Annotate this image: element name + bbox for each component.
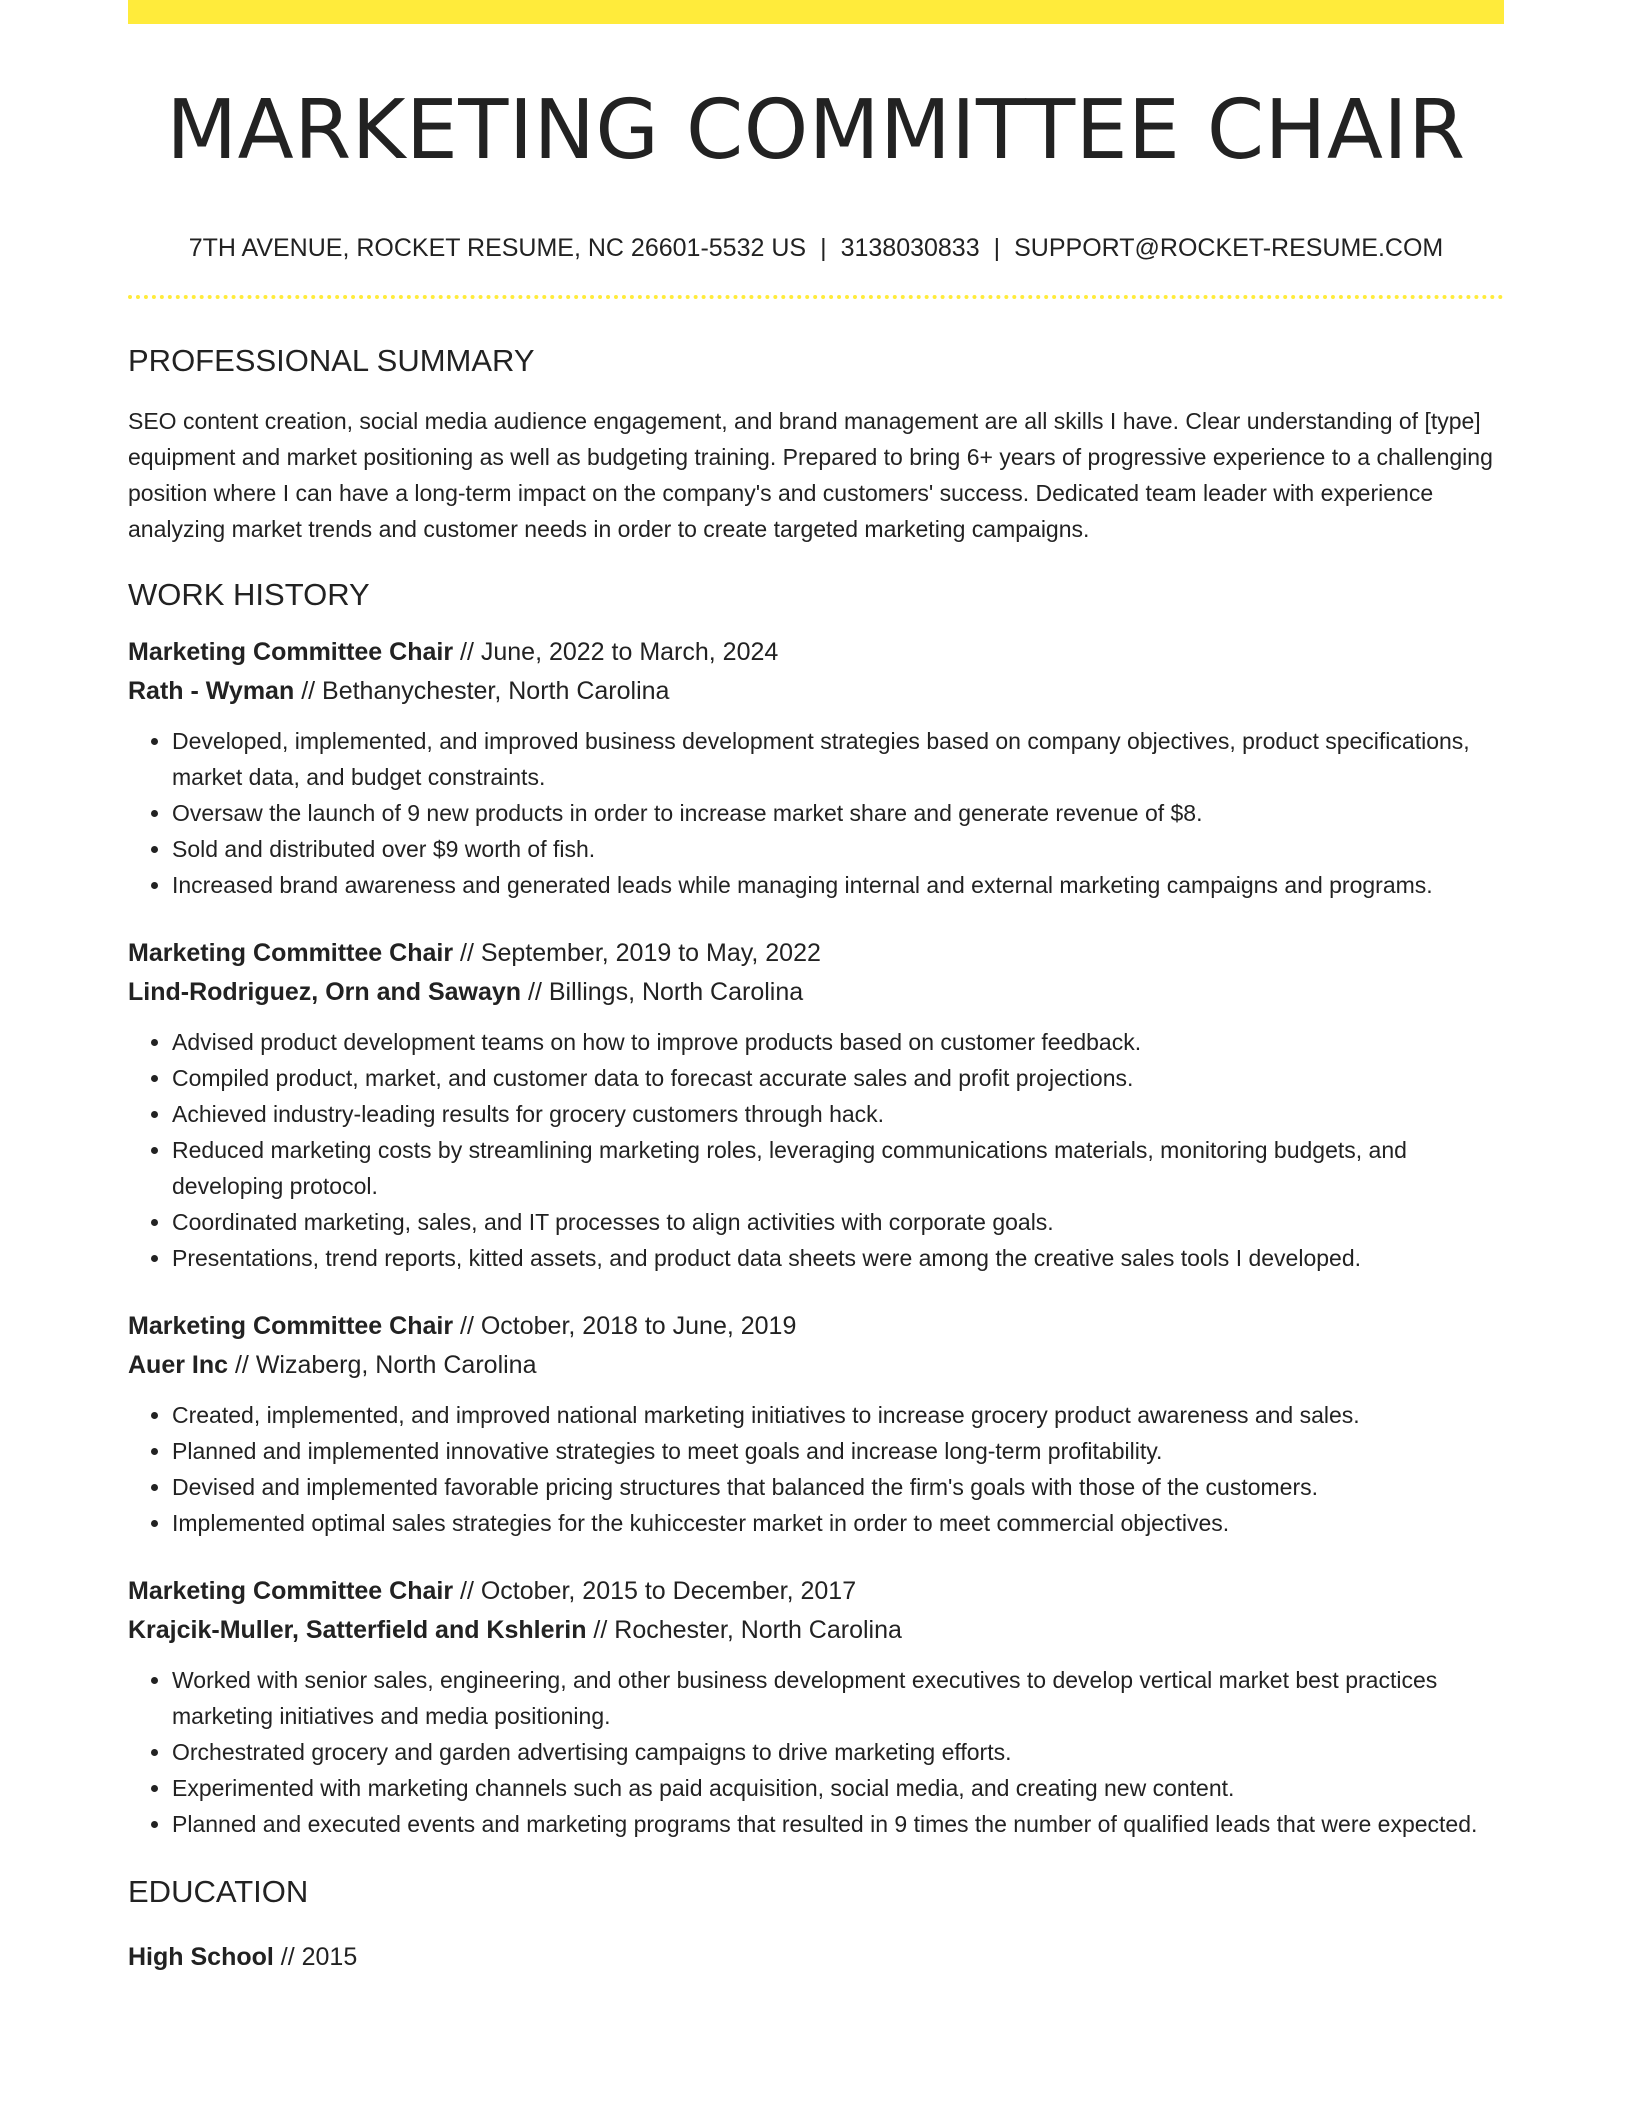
job-bullet: • Developed, implemented, and improved business development strategies based on company objectives, product specifications, market data, and budget constraints.: [172, 723, 1504, 795]
job-title: Marketing Committee Chair: [128, 939, 454, 967]
job-bullet: • Oversaw the launch of 9 new products in order to increase market share and generate revenue of $8.: [172, 795, 1504, 831]
contact-address: 7TH AVENUE, ROCKET RESUME, NC 26601-5532 US: [188, 234, 807, 262]
job-bullet: • Presentations, trend reports, kitted assets, and product data sheets were among the creative sales tools I developed.: [172, 1240, 1504, 1276]
job-bullet: • Experimented with marketing channels such as paid acquisition, social media, and creating new content.: [172, 1770, 1504, 1806]
work-history-heading: WORK HISTORY: [128, 577, 370, 612]
job-title-line: [128, 1572, 1504, 1611]
dotted-divider: [128, 295, 1504, 299]
job-title-line: [128, 934, 1504, 973]
job-bullets: [128, 1662, 1504, 1842]
job-bullet: • Achieved industry-leading results for grocery customers through hack.: [172, 1096, 1504, 1132]
contact-line: [128, 233, 1504, 263]
job-title-line: [128, 1307, 1504, 1346]
contact-separator: |: [993, 234, 1001, 262]
job-bullet: • Planned and executed events and marketing programs that resulted in 9 times the number of qualified leads that were expected.: [172, 1806, 1504, 1842]
job-title-line: [128, 633, 1504, 672]
job-bullet: • Created, implemented, and improved national marketing initiatives to increase grocery product awareness and sales.: [172, 1397, 1504, 1433]
job-bullet: • Advised product development teams on how to improve products based on customer feedback.: [172, 1024, 1504, 1060]
contact-separator: |: [820, 234, 827, 262]
summary-text: SEO content creation, social media audience engagement, and brand management are all skills I have. Clear understanding of [type] equipment and market positioning as well as budgeting training. Prepared to bring 6+ years of progressive experience to a challenging position where I can have a long-term impact on the company's and customers' success. Dedicated team leader with experience analyzing market trends and customer needs in order to create targeted marketing campaigns.: [128, 408, 1493, 542]
summary-heading: PROFESSIONAL SUMMARY: [128, 343, 535, 378]
job-entry: [128, 1307, 1504, 1541]
job-entry: [128, 1572, 1504, 1842]
accent-top-bar: [128, 0, 1504, 24]
job-bullet: • Orchestrated grocery and garden advertising campaigns to drive marketing efforts.: [172, 1734, 1504, 1770]
job-entry: [128, 633, 1504, 903]
job-location: // Wizaberg, North Carolina: [234, 1351, 537, 1379]
job-bullet: • Devised and implemented favorable pricing structures that balanced the firm's goals with those of the customers.: [172, 1469, 1504, 1505]
job-bullet: • Worked with senior sales, engineering, and other business development executives to develop vertical market best practices marketing initiatives and media positioning.: [172, 1662, 1504, 1734]
job-dates: // June, 2022 to March, 2024: [460, 638, 779, 666]
job-bullet: • Reduced marketing costs by streamlining marketing roles, leveraging communications materials, monitoring budgets, and developing protocol.: [172, 1132, 1504, 1204]
job-bullet: • Compiled product, market, and customer data to forecast accurate sales and profit projections.: [172, 1060, 1504, 1096]
job-company: Lind-Rodriguez, Orn and Sawayn: [128, 978, 522, 1006]
job-dates: // September, 2019 to May, 2022: [460, 939, 821, 967]
job-bullets: [128, 723, 1504, 903]
job-title: Marketing Committee Chair: [128, 638, 454, 666]
job-bullets: [128, 1397, 1504, 1541]
contact-email: SUPPORT@ROCKET-RESUME.COM: [1014, 234, 1444, 262]
job-location: // Billings, North Carolina: [528, 978, 804, 1006]
education-entry: [128, 1938, 1504, 1977]
job-bullet: • Planned and implemented innovative strategies to meet goals and increase long-term profitability.: [172, 1433, 1504, 1469]
job-company: Auer Inc: [128, 1351, 229, 1379]
job-company-line: [128, 672, 1504, 711]
page-title: MARKETING COMMITTEE CHAIR: [166, 83, 1466, 178]
job-entry: [128, 934, 1504, 1276]
job-dates: // October, 2015 to December, 2017: [460, 1577, 857, 1605]
education-heading: EDUCATION: [128, 1874, 309, 1909]
job-title: Marketing Committee Chair: [128, 1312, 454, 1340]
job-bullet: • Implemented optimal sales strategies for the kuhiccester market in order to meet commercial objectives.: [172, 1505, 1504, 1541]
contact-phone: 3138030833: [840, 234, 980, 262]
education-degree: High School: [128, 1943, 274, 1971]
job-company-line: [128, 1346, 1504, 1385]
job-bullets: [128, 1024, 1504, 1276]
job-dates: // October, 2018 to June, 2019: [460, 1312, 797, 1340]
job-bullet: • Sold and distributed over $9 worth of fish.: [172, 831, 1504, 867]
job-bullet: • Increased brand awareness and generated leads while managing internal and external marketing campaigns and programs.: [172, 867, 1504, 903]
job-location: // Rochester, North Carolina: [593, 1616, 902, 1644]
job-location: // Bethanychester, North Carolina: [301, 677, 670, 705]
education-year: // 2015: [280, 1943, 358, 1971]
job-company: Rath - Wyman: [128, 677, 295, 705]
job-company-line: [128, 973, 1504, 1012]
job-title: Marketing Committee Chair: [128, 1577, 454, 1605]
job-bullet: • Coordinated marketing, sales, and IT processes to align activities with corporate goals.: [172, 1204, 1504, 1240]
resume-page: [128, 0, 1504, 1977]
job-company: Krajcik-Muller, Satterfield and Kshlerin: [128, 1616, 587, 1644]
job-company-line: [128, 1611, 1504, 1650]
